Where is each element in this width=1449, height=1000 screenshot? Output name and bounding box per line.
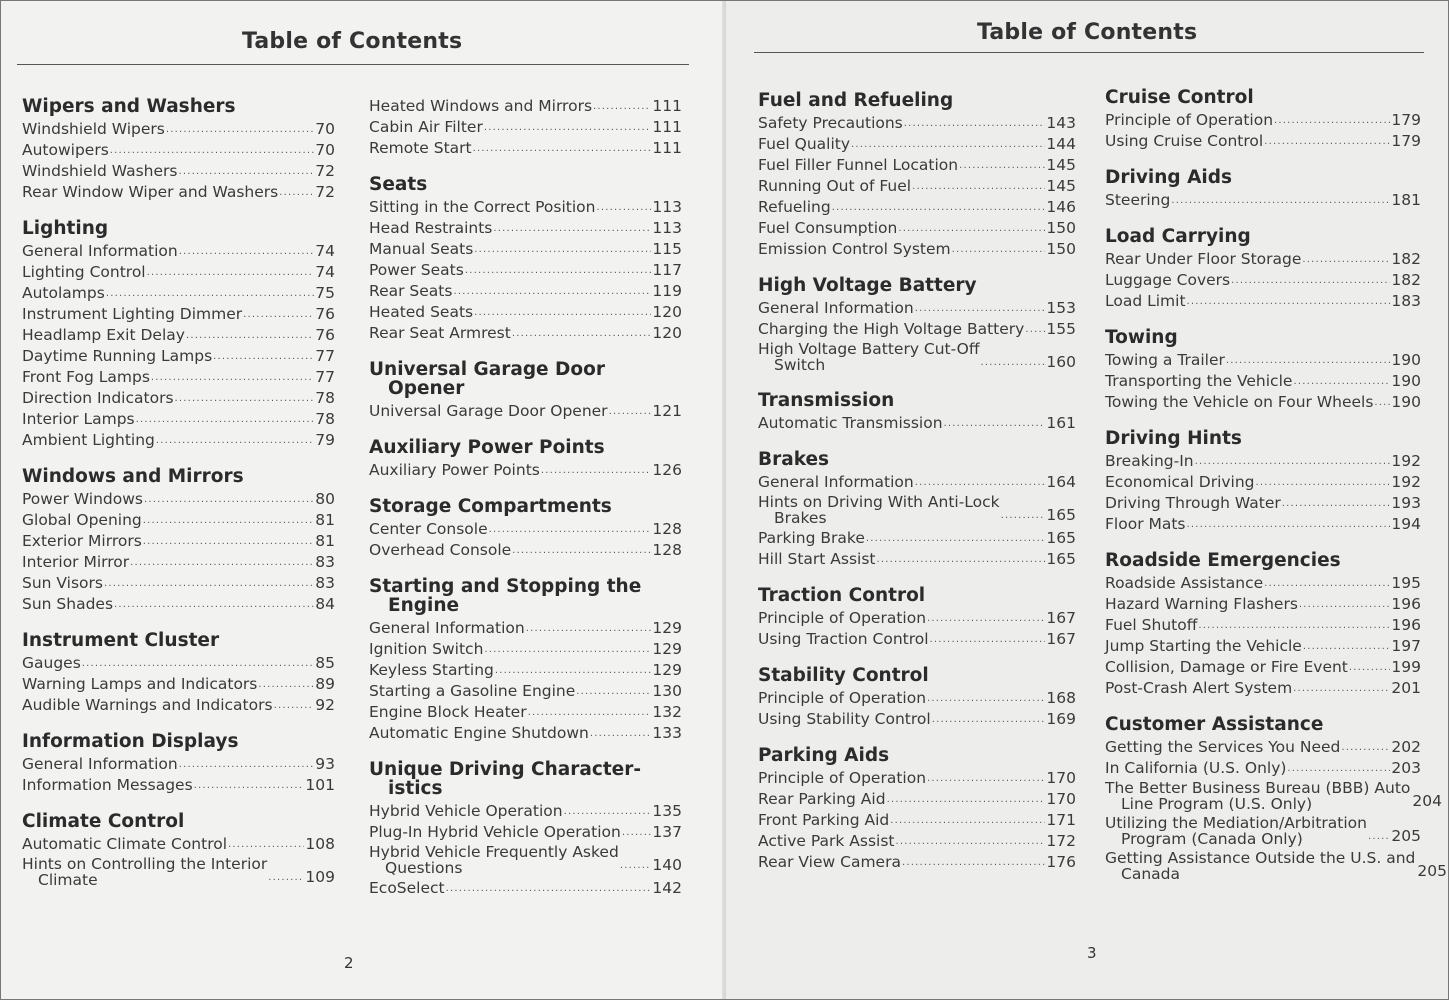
toc-entry-page: 111 [652,97,682,115]
toc-entry-label: Running Out of Fuel [758,177,912,195]
section-heading-text: Seats [369,174,428,195]
toc-entry-page: 182 [1391,271,1421,289]
toc-entry-label: Rear Under Floor Storage [1105,250,1302,268]
toc-entry-page: 192 [1391,452,1421,470]
section-heading-text: Driving Aids [1105,167,1232,188]
toc-entry-page: 195 [1391,574,1421,592]
toc-entry-page: 142 [652,879,682,897]
toc-entry-page: 137 [652,823,682,841]
section-heading-text: Customer Assistance [1105,714,1324,735]
toc-entry-label: Economical Driving [1105,473,1255,491]
toc-entry-label: Starting a Gasoline Engine [369,682,576,700]
toc-entry-label: Using Traction Control [758,630,929,648]
toc-entry-label: Parking Brake [758,529,865,547]
toc-entry-page: 167 [1046,609,1076,627]
toc-entry-page: 190 [1391,393,1421,411]
section-heading-text: Climate Control [22,811,185,832]
toc-entry-label-continuation: Line Program (U.S. Only) [1121,795,1313,813]
toc-entry-page: 113 [652,219,682,237]
toc-entry-label: Auxiliary Power Points [369,461,540,479]
toc-entry-page: 196 [1391,595,1421,613]
toc-entry-label: General Information [369,619,525,637]
toc-entry-label: Transporting the Vehicle [1105,372,1293,390]
section-heading-text: Wipers and Washers [22,96,236,117]
toc-entry-page: 129 [652,661,682,679]
toc-entry-label: Ignition Switch [369,640,484,658]
toc-entry-label: Floor Mats [1105,515,1186,533]
toc-entry-label: Sun Shades [22,595,114,613]
toc-entry-label: Head Restraints [369,219,493,237]
toc-entry-page: 143 [1046,114,1076,132]
toc-entry-label: Steering [1105,191,1171,209]
toc-entry-label: EcoSelect [369,879,445,897]
toc-entry-label: Fuel Quality [758,135,851,153]
toc-entry-label: Safety Precautions [758,114,903,132]
toc-entry-page: 168 [1046,689,1076,707]
toc-entry-label: Audible Warnings and Indicators [22,696,273,714]
toc-entry-label: Interior Lamps [22,410,135,428]
toc-entry-page: 150 [1046,240,1076,258]
page-number: 3 [1087,944,1097,962]
toc-entry-label: Warning Lamps and Indicators [22,675,258,693]
section-heading-text: Unique Driving Character- [369,759,642,780]
toc-entry-page: 161 [1046,414,1076,432]
toc-entry-page: 70 [315,141,335,159]
toc-entry-page: 83 [315,553,335,571]
toc-entry-page: 176 [1046,853,1076,871]
toc-entry-label: General Information [22,755,178,773]
section-heading-text: Stability Control [758,665,929,686]
toc-entry-page: 205 [1417,862,1447,880]
toc-entry-label: Engine Block Heater [369,703,527,721]
toc-entry-page: 140 [652,856,682,874]
toc-entry-label: Overhead Console [369,541,512,559]
toc-entry-page: 181 [1391,191,1421,209]
toc-entry-label: Driving Through Water [1105,494,1281,512]
toc-entry-page: 170 [1046,769,1076,787]
section-heading-text: Roadside Emergencies [1105,550,1341,571]
toc-entry-label: General Information [758,473,914,491]
toc-entry-label-line: Hints on Driving With Anti-Lock [758,493,1000,511]
toc-entry-page: 132 [652,703,682,721]
toc-entry-label: Fuel Filler Funnel Location [758,156,959,174]
toc-entry-label: Principle of Operation [1105,111,1274,129]
toc-entry-label: Load Limit [1105,292,1186,310]
toc-entry-label: Keyless Starting [369,661,494,679]
toc-entry-label: Charging the High Voltage Battery [758,320,1025,338]
toc-entry-label: Windshield Wipers [22,120,165,138]
section-heading-continuation: istics [388,778,443,799]
toc-entry-page: 165 [1046,550,1076,568]
toc-entry-page: 160 [1046,353,1076,371]
toc-entry-label: Roadside Assistance [1105,574,1264,592]
section-heading-text: High Voltage Battery [758,275,977,296]
toc-entry-label: Instrument Lighting Dimmer [22,305,243,323]
toc-entry-page: 182 [1391,250,1421,268]
toc-entry-page: 93 [315,755,335,773]
toc-entry-page: 77 [315,347,335,365]
toc-entry-page: 120 [652,324,682,342]
toc-entry-label: Sun Visors [22,574,103,592]
toc-entry-label: Sitting in the Correct Position [369,198,596,216]
toc-entry-page: 179 [1391,111,1421,129]
toc-entry-label: Ambient Lighting [22,431,155,449]
toc-entry-page: 111 [652,139,682,157]
toc-entry-label: Hill Start Assist [758,550,876,568]
toc-entry-page: 121 [652,402,682,420]
toc-entry-page: 190 [1391,372,1421,390]
toc-entry-page: 119 [652,282,682,300]
toc-entry-label-line: The Better Business Bureau (BBB) Auto [1105,779,1411,797]
toc-entry-page: 153 [1046,299,1076,317]
toc-entry-page: 89 [315,675,335,693]
toc-entry-page: 129 [652,640,682,658]
section-heading-text: Towing [1105,327,1178,348]
toc-entry-label: Principle of Operation [758,689,927,707]
page-title: Table of Contents [242,29,463,54]
toc-entry-label: Heated Seats [369,303,474,321]
toc-entry-page: 169 [1046,710,1076,728]
toc-entry-page: 170 [1046,790,1076,808]
toc-entry-page: 203 [1391,759,1421,777]
toc-entry-page: 72 [315,162,335,180]
toc-entry-page: 202 [1391,738,1421,756]
toc-entry-label: Rear Window Wiper and Washers [22,183,279,201]
section-heading-text: Load Carrying [1105,226,1251,247]
toc-entry-page: 171 [1046,811,1076,829]
toc-entry-label: Automatic Transmission [758,414,943,432]
toc-entry-page: 74 [315,263,335,281]
toc-entry-label: Hybrid Vehicle Operation [369,802,563,820]
toc-entry-label: Towing the Vehicle on Four Wheels [1105,393,1374,411]
toc-entry-label: Global Opening [22,511,142,529]
toc-entry-page: 77 [315,368,335,386]
page-number: 2 [344,954,354,972]
toc-entry-label-line: High Voltage Battery Cut-Off [758,340,980,358]
toc-entry-page: 193 [1391,494,1421,512]
toc-entry-label: Breaking-In [1105,452,1194,470]
toc-entry-label: Autowipers [22,141,109,159]
toc-entry-label-continuation: Brakes [774,509,827,527]
section-heading-text: Instrument Cluster [22,630,220,651]
toc-entry-label: General Information [758,299,914,317]
toc-entry-label: Refueling [758,198,831,216]
section-heading-text: Traction Control [758,585,926,606]
toc-entry-label-continuation: Climate [38,871,98,889]
toc-entry-label-continuation: Program (Canada Only) [1121,830,1303,848]
toc-entry-page: 76 [315,305,335,323]
toc-entry-label: Rear Seats [369,282,453,300]
toc-entry-page: 150 [1046,219,1076,237]
section-heading-text: Cruise Control [1105,87,1254,108]
toc-entry-label: Fuel Consumption [758,219,898,237]
toc-entry-label-line: Getting Assistance Outside the U.S. and [1105,849,1416,867]
toc-entry-page: 81 [315,532,335,550]
toc-entry-page: 108 [305,835,335,853]
toc-entry-label: Using Cruise Control [1105,132,1264,150]
toc-entry-page: 101 [305,776,335,794]
toc-entry-page: 129 [652,619,682,637]
toc-entry-label-continuation: Questions [385,859,463,877]
section-heading-text: Fuel and Refueling [758,90,954,111]
toc-entry-label: Remote Start [369,139,472,157]
toc-entry-label: Fuel Shutoff [1105,616,1198,634]
toc-entry-label: Cabin Air Filter [369,118,483,136]
toc-entry-label: Front Fog Lamps [22,368,150,386]
toc-entry-page: 83 [315,574,335,592]
toc-entry-label: Direction Indicators [22,389,174,407]
toc-entry-page: 81 [315,511,335,529]
toc-entry-page: 75 [315,284,335,302]
toc-entry-page: 128 [652,541,682,559]
toc-entry-label: Gauges [22,654,81,672]
toc-entry-label: Principle of Operation [758,769,927,787]
toc-entry-page: 78 [315,389,335,407]
toc-entry-label: Information Messages [22,776,193,794]
section-heading-text: Parking Aids [758,745,890,766]
section-heading-text: Storage Compartments [369,496,612,517]
toc-entry-page: 115 [652,240,682,258]
toc-entry-page: 92 [315,696,335,714]
section-heading-text: Universal Garage Door [369,359,605,380]
toc-entry-page: 145 [1046,177,1076,195]
toc-entry-label: Principle of Operation [758,609,927,627]
toc-entry-label: Front Parking Aid [758,811,890,829]
toc-entry-page: 117 [652,261,682,279]
toc-entry-label: Towing a Trailer [1105,351,1225,369]
toc-entry-page: 85 [315,654,335,672]
toc-entry-label: Heated Windows and Mirrors [369,97,593,115]
section-heading-text: Brakes [758,449,830,470]
toc-entry-label: Automatic Engine Shutdown [369,724,589,742]
toc-entry-label-line: Utilizing the Mediation/Arbitration [1105,814,1367,832]
toc-entry-label: Rear Parking Aid [758,790,886,808]
section-heading-text: Lighting [22,218,109,239]
toc-entry-page: 78 [315,410,335,428]
toc-entry-page: 128 [652,520,682,538]
toc-entry-label: Automatic Climate Control [22,835,228,853]
toc-entry-page: 130 [652,682,682,700]
section-heading-text: Information Displays [22,731,239,752]
toc-entry-label: Active Park Assist [758,832,895,850]
section-heading-continuation: Engine [388,595,460,616]
toc-entry-page: 197 [1391,637,1421,655]
toc-entry-label: Collision, Damage or Fire Event [1105,658,1348,676]
section-heading-text: Transmission [758,390,895,411]
toc-entry-page: 179 [1391,132,1421,150]
toc-entry-label: Autolamps [22,284,105,302]
toc-entry-label: Power Windows [22,490,143,508]
toc-entry-label-line: Hints on Controlling the Interior [22,855,268,873]
toc-entry-label: Using Stability Control [758,710,931,728]
toc-entry-label: Post-Crash Alert System [1105,679,1293,697]
toc-entry-page: 183 [1391,292,1421,310]
toc-entry-label: Windshield Washers [22,162,178,180]
toc-entry-page: 167 [1046,630,1076,648]
page-title: Table of Contents [977,20,1198,45]
toc-entry-label: Plug-In Hybrid Vehicle Operation [369,823,621,841]
toc-entry-label: Power Seats [369,261,464,279]
toc-entry-page: 164 [1046,473,1076,491]
toc-entry-page: 74 [315,242,335,260]
toc-entry-page: 199 [1391,658,1421,676]
toc-entry-label: Getting the Services You Need [1105,738,1341,756]
toc-entry-page: 135 [652,802,682,820]
toc-entry-label: Hazard Warning Flashers [1105,595,1298,613]
toc-entry-page: 204 [1412,792,1442,810]
toc-entry-label: Center Console [369,520,488,538]
toc-entry-label: Manual Seats [369,240,474,258]
section-heading-continuation: Opener [388,378,465,399]
toc-entry-label-continuation: Canada [1121,865,1180,883]
toc-entry-page: 146 [1046,198,1076,216]
section-heading-text: Windows and Mirrors [22,466,244,487]
toc-entry-page: 145 [1046,156,1076,174]
toc-entry-label: General Information [22,242,178,260]
toc-entry-label: In California (U.S. Only) [1105,759,1287,777]
toc-entry-page: 155 [1046,320,1076,338]
toc-entry-page: 165 [1046,529,1076,547]
toc-entry-page: 165 [1046,506,1076,524]
toc-entry-page: 109 [305,868,335,886]
toc-entry-page: 201 [1391,679,1421,697]
toc-entry-label: Headlamp Exit Delay [22,326,185,344]
toc-entry-page: 72 [315,183,335,201]
toc-entry-label: Luggage Covers [1105,271,1231,289]
toc-entry-label: Rear View Camera [758,853,901,871]
toc-entry-label: Jump Starting the Vehicle [1105,637,1302,655]
toc-entry-page: 79 [315,431,335,449]
toc-entry-page: 205 [1391,827,1421,845]
toc-entry-page: 172 [1046,832,1076,850]
toc-entry-page: 192 [1391,473,1421,491]
toc-entry-label-continuation: Switch [774,356,826,374]
section-heading-text: Auxiliary Power Points [369,437,605,458]
toc-entry-page: 144 [1046,135,1076,153]
section-heading-text: Starting and Stopping the [369,576,642,597]
toc-entry-label: Exterior Mirrors [22,532,142,550]
toc-entry-page: 76 [315,326,335,344]
toc-entry-page: 111 [652,118,682,136]
toc-entry-label: Lighting Control [22,263,146,281]
toc-entry-page: 126 [652,461,682,479]
toc-entry-page: 196 [1391,616,1421,634]
toc-entry-label-line: Hybrid Vehicle Frequently Asked [369,843,619,861]
toc-entry-page: 70 [315,120,335,138]
toc-entry-label: Emission Control System [758,240,951,258]
toc-entry-label: Rear Seat Armrest [369,324,511,342]
toc-entry-label: Interior Mirror [22,553,130,571]
toc-entry-page: 80 [315,490,335,508]
toc-entry-label: Daytime Running Lamps [22,347,213,365]
toc-entry-page: 133 [652,724,682,742]
toc-entry-page: 194 [1391,515,1421,533]
section-heading-text: Driving Hints [1105,428,1242,449]
toc-entry-page: 113 [652,198,682,216]
toc-entry-page: 190 [1391,351,1421,369]
toc-entry-label: Universal Garage Door Opener [369,402,608,420]
toc-entry-page: 120 [652,303,682,321]
toc-entry-page: 84 [315,595,335,613]
